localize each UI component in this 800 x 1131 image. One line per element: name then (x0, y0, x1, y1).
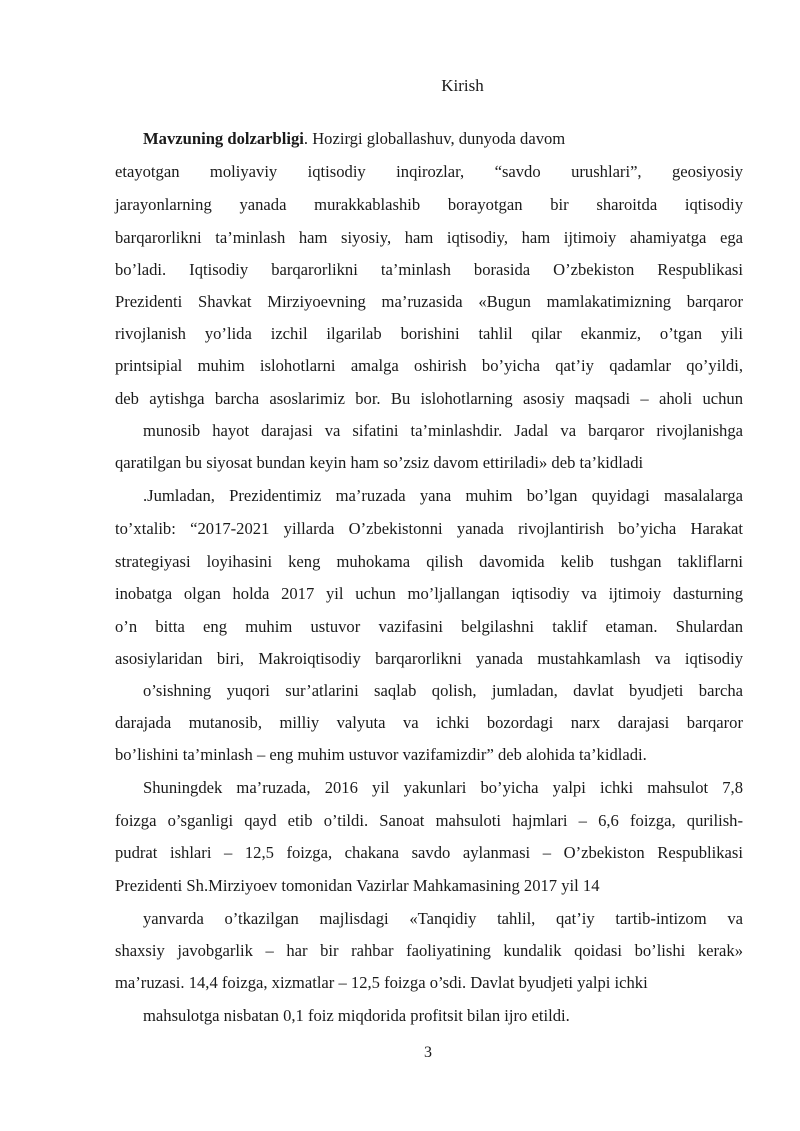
text-line: yanvarda o’tkazilgan majlisdagi «Tanqidiy tahlil, qat’iy tartib-intizom va (143, 909, 743, 928)
text-line: .Jumladan, Prezidentimiz ma’ruzada yana muhim bo’lgan quyidagi masalalarga (143, 486, 743, 505)
text-line: Prezidenti Sh.Mirziyoev tomonidan Vazirlar Mahkamasining 2017 yil 14 (115, 876, 600, 895)
text-line: barqarorlikni ta’minlash ham siyosiy, ham iqtisodiy, ham ijtimoiy ahamiyatga ega (115, 228, 743, 247)
text-line: shaxsiy javobgarlik – har bir rahbar faoliyatining kundalik qoidasi bo’lishi kerak» (115, 941, 743, 960)
lead-bold-text: Mavzuning dolzarbligi (143, 129, 304, 148)
lead-text: . Hozirgi globallashuv, dunyoda davom (303, 129, 566, 148)
text-line: mahsulotga nisbatan 0,1 foiz miqdorida profitsit bilan ijro etildi. (143, 1006, 570, 1025)
text-line: to’xtalib: “2017-2021 yillarda O’zbekistonni yanada rivojlantirish bo’yicha Harakat (115, 519, 743, 538)
text-line: deb aytishga barcha asoslarimiz bor. Bu islohotlarning asosiy maqsadi – aholi uchun (115, 389, 743, 408)
text-line: ma’ruzasi. 14,4 foizga, xizmatlar – 12,5 foizga o’sdi. Davlat byudjeti yalpi ichki (115, 973, 648, 992)
text-line: asosiylaridan biri, Makroiqtisodiy barqarorlikni yanada mustahkamlash va iqtisodiy (115, 649, 743, 668)
text-line: munosib hayot darajasi va sifatini ta’minlashdir. Jadal va barqaror rivojlanishga (143, 421, 743, 440)
section-title: Kirish (441, 76, 484, 95)
text-line: o’sishning yuqori sur’atlarini saqlab qolish, jumladan, davlat byudjeti barcha (143, 681, 743, 700)
text-line: inobatga olgan holda 2017 yil uchun mo’ljallangan iqtisodiy va ijtimoiy dasturning (115, 584, 743, 603)
text-line: rivojlanish yo’lida izchil ilgarilab borishini tahlil qilar ekanmiz, o’tgan yili (115, 324, 743, 343)
page-number: 3 (424, 1044, 432, 1061)
text-line: Prezidenti Shavkat Mirziyoevning ma’ruzasida «Bugun mamlakatimizning barqaror (115, 292, 743, 311)
text-line: o’n bitta eng muhim ustuvor vazifasini belgilashni taklif etaman. Shulardan (115, 617, 743, 636)
text-line: pudrat ishlari – 12,5 foizga, chakana savdo aylanmasi – O’zbekiston Respublikasi (115, 843, 743, 862)
text-line: etayotgan moliyaviy iqtisodiy inqirozlar, “savdo urushlari”, geosiyosiy (115, 162, 743, 181)
text-line: foizga o’sganligi qayd etib o’tildi. Sanoat mahsuloti hajmlari – 6,6 foizga, qurilish- (115, 811, 743, 830)
text-line: darajada mutanosib, milliy valyuta va ichki bozordagi narx darajasi barqaror (115, 713, 743, 732)
text-line: bo’lishini ta’minlash – eng muhim ustuvor vazifamizdir” deb alohida ta’kidladi. (115, 745, 647, 764)
text-line: bo’ladi. Iqtisodiy barqarorlikni ta’minlash borasida O’zbekiston Respublikasi (115, 260, 743, 279)
text-line: strategiyasi loyihasini keng muhokama qilish davomida kelib tushgan takliflarni (115, 552, 743, 571)
paragraph-lead (143, 129, 743, 149)
text-line: jarayonlarning yanada murakkablashib borayotgan bir sharoitda iqtisodiy (115, 195, 743, 214)
text-line: printsipial muhim islohotlarni amalga oshirish bo’yicha qat’iy qadamlar qo’yildi, (115, 356, 743, 375)
text-line: qaratilgan bu siyosat bundan keyin ham so’zsiz davom ettiriladi» deb ta’kidladi (115, 453, 644, 472)
text-line: Shuningdek ma’ruzada, 2016 yil yakunlari bo’yicha yalpi ichki mahsulot 7,8 (143, 778, 743, 797)
